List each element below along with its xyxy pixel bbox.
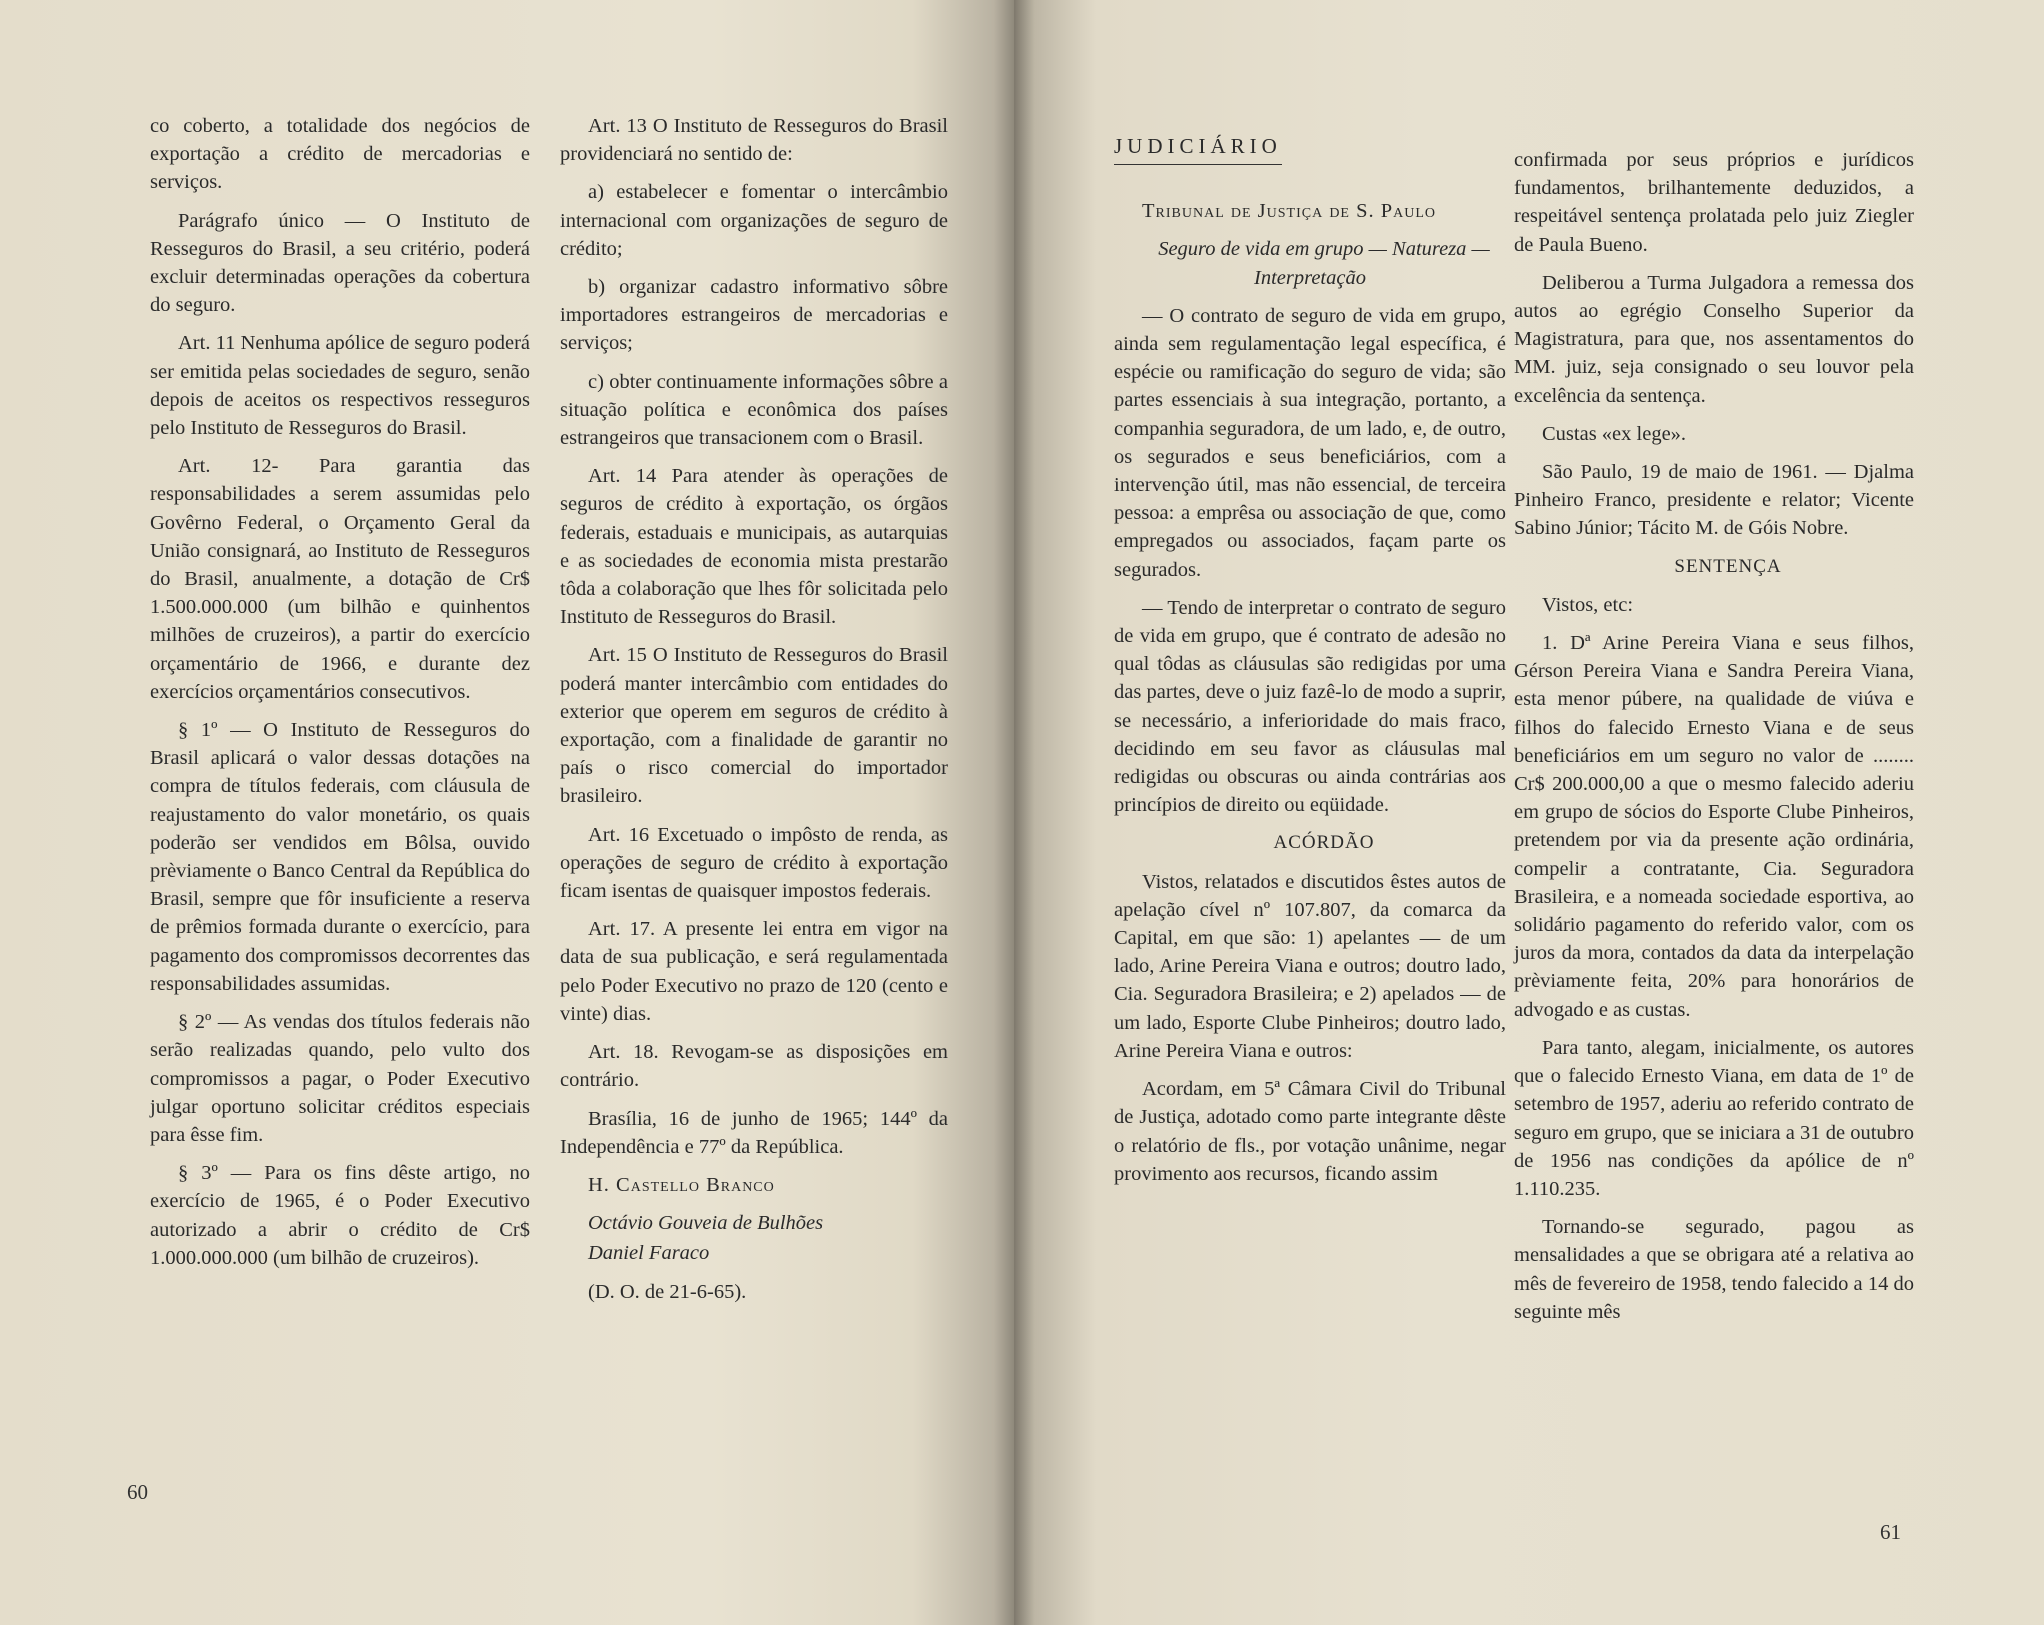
- acordao-heading: ACÓRDÃO: [1273, 832, 1375, 854]
- court-name: Tribunal de Justiça de S. Paulo: [1142, 200, 1437, 223]
- right-column-1: [1114, 132, 1506, 1198]
- right-page: [1014, 0, 2044, 1625]
- paragraph: § 3º — Para os fins dêste artigo, no exercício de 1965, é o Poder Executivo autorizado a abrir o crédito de Cr$ 1.000.000.000 (um bilhão de cruzeiros).: [150, 1162, 530, 1269]
- paragraph: 1. Dª Arine Pereira Viana e seus filhos, Gérson Pereira Viana e Sandra Pereira Viana, esta menor púbere, na qualidade de viúva e filhos do falecido Ernesto Viana e de seus beneficiários em um seguro no valor de ........ Cr$ 200.000,00 a que o mesmo falecido aderiu em grupo de sócios do Esporte Clube Pinheiros, pretendem por via da presente ação ordinária, compelir a contratante, Cia. Seguradora Brasileira, e a nomeada sociedade esportiva, ao solidário pagamento do referido valor, com os juros da mora, contados da data da interpelação prèviamente feita, 20% para honorários de advogado e as custas.: [1514, 632, 1914, 1021]
- paragraph: Tornando-se segurado, pagou as mensalidades a que se obrigara até a relativa ao mês de fevereiro de 1958, tendo falecido a 14 do seguinte mês: [1514, 1216, 1914, 1323]
- paragraph: Art. 11 Nenhuma apólice de seguro poderá ser emitida pelas sociedades de seguro, senão depois de aceitos os respectivos resseguros pelo Instituto de Resseguros do Brasil.: [150, 332, 530, 440]
- paragraph: Acordam, em 5ª Câmara Civil do Tribunal de Justiça, adotado como parte integrante dêste o relatório de fls., por votação unânime, negar provimento aos recursos, ficando assim: [1114, 1078, 1506, 1185]
- paragraph: Art. 16 Excetuado o impôsto de renda, as operações de seguro de crédito à exportação ficam isentas de quaisquer impostos federais.: [560, 823, 948, 903]
- paragraph: confirmada por seus próprios e jurídicos fundamentos, brilhantemente deduzidos, a respeitável sentença prolatada pelo juiz Ziegler de Paula Bueno.: [1514, 149, 1914, 256]
- left-column-1: [150, 112, 530, 1282]
- paragraph: Art. 17. A presente lei entra em vigor na data de sua publicação, e será regulamentada pelo Poder Executivo no prazo de 120 (cento e vinte) dias.: [560, 918, 948, 1025]
- paragraph: Vistos, etc:: [1542, 593, 1634, 616]
- page-number: 60: [127, 1480, 148, 1504]
- left-page: [0, 0, 1014, 1625]
- signature-minister: Octávio Gouveia de Bulhões: [588, 1212, 824, 1235]
- publication-reference: (D. O. de 21-6-65).: [588, 1280, 747, 1303]
- paragraph: São Paulo, 19 de maio de 1961. — Djalma Pinheiro Franco, presidente e relator; Vicente Sabino Júnior; Tácito M. de Góis Nobre.: [1514, 461, 1914, 540]
- paragraph: Parágrafo único — O Instituto de Resseguros do Brasil, a seu critério, poderá excluir determinadas operações da cobertura do seguro.: [150, 209, 530, 317]
- paragraph: a) estabelecer e fomentar o intercâmbio internacional com organizações de seguro de crédito;: [560, 181, 948, 260]
- right-column-2: [1514, 146, 1914, 1336]
- paragraph: c) obter continuamente informações sôbre a situação política e econômica dos países estrangeiros que transacionem com o Brasil.: [560, 370, 948, 450]
- left-column-2: [560, 112, 948, 1316]
- paragraph: § 2º — As vendas dos títulos federais não serão realizadas quando, pelo vulto dos compromissos a pagar, o Poder Executivo julgar oportuno solicitar créditos especiais para êsse fim.: [150, 1011, 530, 1146]
- paragraph: § 1º — O Instituto de Resseguros do Brasil aplicará o valor dessas dotações na compra de títulos federais, com cláusula de reajustamento do valor monetário, os quais poderão ser vendidos em Bôlsa, ouvido prèviamente o Banco Central da República do Brasil, sempre que fôr insuficiente a reserva de prêmios formada durante o exercício, para pagamento dos compromissos decorrentes das responsabilidades assumidas.: [150, 719, 530, 995]
- paragraph: Vistos, relatados e discutidos êstes autos de apelação cível nº 107.807, da comarca da Capital, em que são: 1) apelantes — de um lado, Arine Pereira Viana e outros; doutro lado, Cia. Seguradora Brasileira; e 2) apelados — de um lado, Esporte Clube Pinheiros; doutro lado, Arine Pereira Viana e outros:: [1114, 870, 1506, 1062]
- paragraph: Art. 13 O Instituto de Resseguros do Brasil providenciará no sentido de:: [560, 115, 948, 166]
- paragraph: b) organizar cadastro informativo sôbre importadores estrangeiros de mercadorias e serviços;: [560, 276, 948, 355]
- signature-president: H. Castello Branco: [588, 1173, 775, 1196]
- case-subject: Seguro de vida em grupo — Natureza — Interpretação: [1158, 238, 1490, 289]
- paragraph: — O contrato de seguro de vida em grupo, ainda sem regulamentação legal específica, é espécie ou ramificação do seguro de vida; são partes essenciais à sua integração, portanto, a companhia seguradora, de um lado, e, de outro, os segurados e seus beneficiários, com a intervenção útil, mas não essencial, de terceira pessoa: a emprêsa ou associação de que, como empregados ou associados, façam parte os segurados.: [1114, 304, 1506, 581]
- paragraph: Art. 15 O Instituto de Resseguros do Brasil poderá manter intercâmbio com entidades do exterior que operem em seguros de crédito à exportação, com a finalidade de garantir no país o risco comercial do importador brasileiro.: [560, 644, 948, 808]
- signature-minister: Daniel Faraco: [588, 1242, 710, 1265]
- sentenca-heading: SENTENÇA: [1674, 555, 1782, 577]
- paragraph: Art. 14 Para atender às operações de seguros de crédito à exportação, os órgãos federais, estaduais e municipais, as autarquias e as sociedades de economia mista prestarão tôda a colaboração que lhes fôr solicitada pelo Instituto de Resseguros do Brasil.: [560, 465, 948, 629]
- paragraph: — Tendo de interpretar o contrato de seguro de vida em grupo, que é contrato de adesão no qual tôdas as cláusulas são redigidas por uma das partes, deve o juiz fazê-lo de modo a suprir, se necessário, a inferioridade do mais fraco, decidindo em seu favor as cláusulas mal redigidas ou obscuras ou ainda contrárias aos princípios de direito ou eqüidade.: [1114, 596, 1506, 817]
- paragraph: Custas «ex lege».: [1542, 422, 1687, 445]
- section-title: JUDICIÁRIO: [1114, 132, 1282, 165]
- paragraph: Para tanto, alegam, inicialmente, os autores que o falecido Ernesto Viana, em data de 1º de setembro de 1957, aderiu ao referido contrato de seguro em grupo, que se iniciara a 31 de outubro de 1956 nas condições da apólice de nº 1.110.235.: [1514, 1036, 1914, 1200]
- page-number: 61: [1880, 1520, 1901, 1544]
- paragraph: Art. 18. Revogam-se as disposições em contrário.: [560, 1041, 948, 1092]
- paragraph: Art. 12- Para garantia das responsabilidades a serem assumidas pelo Govêrno Federal, o Orçamento Geral da União consignará, ao Instituto de Resseguros do Brasil, anualmente, a dotação de Cr$ 1.500.000.000 (um bilhão e quinhentos milhões de cruzeiros), a partir do exercício orçamentário de 1966, e durante dez exercícios orçamentários consecutivos.: [150, 455, 530, 703]
- paragraph: co coberto, a totalidade dos negócios de exportação a crédito de mercadorias e serviços.: [150, 115, 530, 194]
- paragraph: Deliberou a Turma Julgadora a remessa dos autos ao egrégio Conselho Superior da Magistratura, para que, nos assentamentos do MM. juiz, seja consignado o seu louvor pela excelência da sentença.: [1514, 271, 1914, 407]
- paragraph: Brasília, 16 de junho de 1965; 144º da Independência e 77º da República.: [560, 1107, 948, 1158]
